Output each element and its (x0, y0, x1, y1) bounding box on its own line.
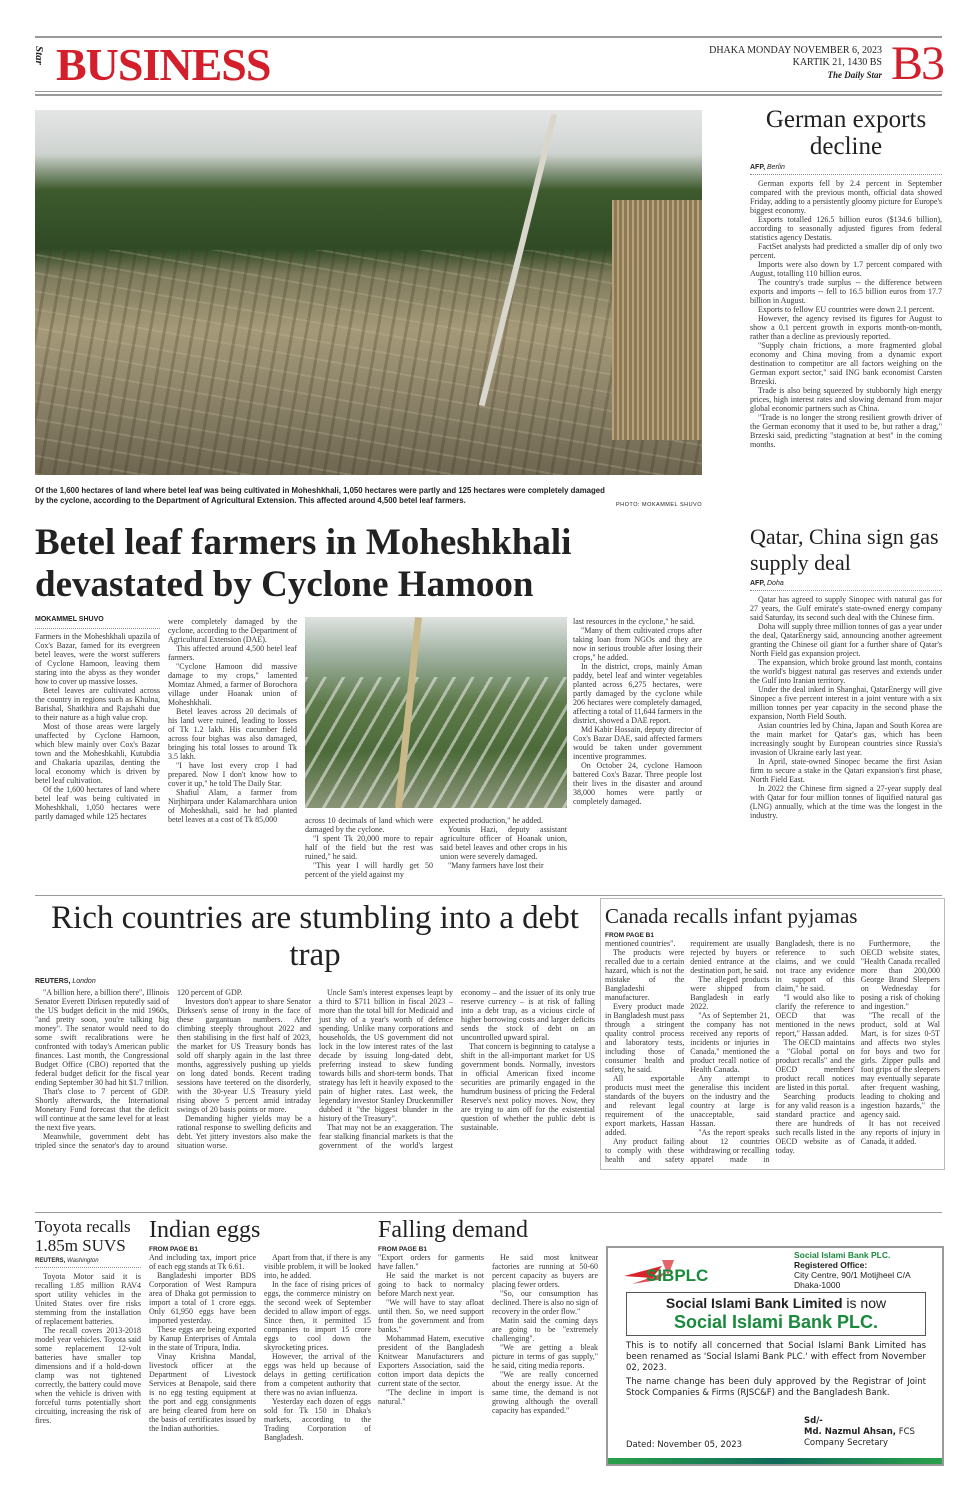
paragraph: Doha will supply three million tonnes of gas a year under the deal, QatarEnergy said, announcing another agreement granting the Chinese oil giant for a further share of Qatar's North Field gas expansion project. (750, 622, 942, 658)
paragraph: Farmers in the Moheshkhali upazila of Cox's Bazar, famed for its evergreen betel leaves, were the worst sufferers of Cyclone Hamoon, leaving them staring into the abyss as they wonder how to cover up massive losses. (35, 632, 160, 686)
paragraph: "A billion here, a billion there", Illinois Senator Everett Dirksen reputedly said of the US budget deficit in the mid 1960s, "and pretty soon, you're talking big money". The senator would need to do some swift recalibrations were he confronted with today's American public finances. Last month, the Congressional Budget Office (CBO) reported that the federal budget deficit for the fiscal year ending September 30 had hit $1.7 trillion. (35, 988, 169, 1087)
paragraph: That's close to 7 percent of GDP. Shortly afterwards, the International Monetary Fund forecast that the deficit will continue at the same level for at least the next five years. (35, 1087, 169, 1132)
paragraph: Meanwhile, government debt has tripled since the senator's day to around 120 percent of GDP. (35, 988, 243, 1150)
paragraph: "I have lost every crop I had prepared. Now I don't know how to cover it up," he told The Daily Star. (168, 761, 297, 788)
paragraph: "Export orders for garments have fallen." (378, 1253, 484, 1271)
address-line-1: City Centre, 90/1 Motijheel C/A (794, 1270, 911, 1280)
paragraph: Investors don't appear to share Senator Dirksen's sense of irony in the face of these gargantuan numbers. After climbing steeply throughout 2022 and then stabilising in the first half of 2023, the market for US Treasury bonds has sold off sharply again in the last three months, aggressively pushing up yields on long dated bonds. Recent trading sessions have teetered on the disorderly, with the 30-year U.S Treasury yield rising above 5 percent amid intraday swings of 20 basis points or more. (177, 997, 311, 1114)
notice-2: The name change has been duly approved by the Registrar of Joint Stock Companies & Firms (RJSC&F) and the Bangladesh Bank. (626, 1377, 926, 1398)
paragraph: Betel leaves across 20 decimals of his land were ruined, leading to losses of Tk 1.2 lakh. His cucumber field across four bighas was also damaged, bringing his total losses to around Tk 3.5 lakh. (168, 707, 297, 761)
photo-caption: Of the 1,600 hectares of land where betel leaf was being cultivated in Moheshkhali, 1,050 hectares were partly and 125 hectares were completely damaged by the cyclone, according to the Department of Agricultural Extension. This affected around 4,500 betel leaf farmers. (35, 486, 605, 505)
paragraph: "Many of them cultivated crops after taking loan from NGOs and they are now in serious trouble after losing their crops," he added. (573, 626, 702, 662)
lead-col-5 (573, 617, 702, 806)
article-german-exports (750, 106, 942, 449)
dated: Dated: November 05, 2023 (626, 1440, 743, 1450)
article-toyota (35, 1217, 141, 1425)
headline: Canada recalls infant pyjamas (605, 904, 858, 928)
paragraph: Every product made in Bangladesh must pass through a stringent quality control process and laboratory tests, including those of consumer health and safety, he said. (605, 1002, 685, 1074)
lead-col-4 (440, 816, 567, 870)
paragraph: In the district, crops, mainly Aman paddy, betel leaf and winter vegetables planted across 6,275 hectares, were partly damaged by the cyclone while 206 hectares were completely damaged, affecting a total of 11,644 farmers in the district, showed a DAE report. (573, 662, 702, 725)
signature-block (804, 1416, 915, 1449)
article-body (149, 1253, 371, 1442)
paragraph: Any product failing to comply with these health and safety requirement are usually rejected by buyers or denied entrance at the destination port, he said. (605, 939, 770, 1164)
paragraph: "We are getting a bleak picture in terms of gas supply," he said, citing media reports. (492, 1343, 598, 1370)
divider (750, 590, 942, 591)
masthead-rule (35, 91, 942, 92)
paragraph: "I spent Tk 20,000 more to repair half of the field but the rest was ruined," he said. (305, 834, 433, 861)
byline (35, 1258, 141, 1264)
paragraph: This affected around 4,500 betel leaf farmers. (168, 644, 297, 662)
paragraph: That concern is beginning to catalyse a shift in the all-important market for US government bonds. Normally, investors in official American fixed income securities are primarily engaged in the humdrum business of pricing the Federal Reserve's next policy moves. Now, they are trying to aim off for the existential question of whether the public debt is sustainable. (461, 1042, 595, 1132)
signer-name: Md. Nazmul Ahsan, (804, 1427, 897, 1437)
paragraph: Searching products for any valid reason is a standard practice and there are hundreds of such recalls listed in the OECD website as of today. (775, 1092, 855, 1155)
article-body (35, 1272, 141, 1425)
paragraph: FactSet analysts had predicted a smaller dip of only two percent. (750, 242, 942, 260)
signer-suffix: FCS (898, 1427, 915, 1437)
agency: REUTERS, (35, 978, 71, 985)
paragraph: "As of September 21, the company has not received any reports of incidents or injuries in Canada," mentioned the product recall notice of Health Canada. (690, 1011, 770, 1074)
paragraph: Under the deal inked in Shanghai, QatarEnergy will give Sinopec a five percent interest in a joint venture with a six million tonnes per year capacity in the second phase the expansion, North Field South. (750, 685, 942, 721)
byline (750, 580, 942, 587)
paragraph: The country's trade surplus -- the difference between exports and imports -- fell to 16.5 billion euros from 17.7 billion in August. (750, 278, 942, 305)
article-body (750, 179, 942, 449)
paragraph: "The decline in import is natural." (378, 1388, 484, 1406)
paragraph: Toyota Motor said it is recalling 1.85 million RAV4 sport utility vehicles in the United States over fire risks stemming from the installation of replacement batteries. (35, 1272, 141, 1326)
paragraph: German exports fell by 2.4 percent in September compared with the previous month, official data showed Friday, adding to a persistently gloomy picture for Europe's biggest economy. (750, 179, 942, 215)
paragraph: Furthermore, the OECD website states, "Health Canada recalled more than 200,000 George Brand Sleepers on Wednesday for posing a risk of choking and ingestion." (860, 939, 940, 1011)
paragraph: last resources in the cyclone," he said. (573, 617, 695, 626)
lead-col-1 (35, 632, 160, 821)
paragraph: "So, our consumption has declined. There is also no sign of recovery in the order flow." (492, 1289, 598, 1316)
place: Berlin (767, 164, 785, 171)
lead-col-2 (168, 617, 297, 824)
paragraph: Betel leaves are cultivated across the country in regions such as Khulna, Barishal, Shatkhira and Rajshahi due to their nature as a high value crop. (35, 686, 160, 722)
paragraph: The products were recalled due to a certain hazard, which is not the mistake of the Bangladeshi manufacturer. (605, 948, 685, 1002)
continued-from: FROM PAGE B1 (605, 932, 654, 939)
place: London (72, 978, 96, 985)
paragraph: "Supply chain frictions, a more fragmented global economy and China moving from a dynamic export destination to competitor are all factors weighing on the German export sector," said ING bank economist Carsten Brzeski. (750, 341, 942, 386)
sib-advertisement (606, 1246, 944, 1466)
paragraph: These eggs are being exported by Kanup Enterprises of Amtala in the state of Tripura, India. (149, 1325, 256, 1352)
section-rule (35, 895, 942, 896)
paragraph: Exports to fellow EU countries were down 2.1 percent. (758, 305, 935, 314)
paragraph: mentioned countries". (605, 939, 676, 948)
photo-credit: PHOTO: MOKAMMEL SHUVO (616, 502, 702, 508)
paragraph: He said most knitwear factories are running at 50-60 percent capacity as buyers are placing fewer orders. (492, 1253, 598, 1289)
sd: Sd/- (804, 1416, 823, 1426)
paragraph: "I would also like to clarify the reference to OECD that was mentioned in the news report," Hassan added. (775, 993, 855, 1038)
new-name: Social Islami Bank PLC. (673, 1312, 879, 1332)
paragraph: Demanding higher yields may be a rational response to swelling deficits and debt. Yet jittery investors also make the situation worse. (177, 1114, 311, 1150)
paragraph: However, the agency revised its figures for August to show a 0.1 percent growth in exports month-on-month, rather than a decline as previously reported. (750, 314, 942, 341)
paper-name: The Daily Star (827, 70, 882, 80)
section-title: BUSINESS (56, 39, 271, 90)
paragraph: The recall covers 2013-2018 model year vehicles. Toyota said some replacement 12-volt batteries have smaller top dimensions and if a hold-down clamp was not tightened correctly, the battery could move when the vehicle is driven with forceful turns potentially short circuiting, increasing the risk of fires. (35, 1326, 141, 1425)
masthead-rule-2 (35, 94, 942, 96)
paragraph: "As the report speaks about 12 countries withdrawing or recalling apparel made in Bangladesh, there is no reference to such claims, and we could not trace any evidence in support of this claim," he said. (690, 939, 855, 1164)
headline: Rich countries are stumbling into a debt trap (51, 900, 579, 973)
agency: AFP, (750, 580, 766, 587)
star-logo: Star (33, 46, 45, 65)
paragraph: The alleged products were shipped from Bangladesh in early 2022. (690, 975, 770, 1011)
byline (750, 164, 942, 171)
paragraph: Exports totalled 126.5 billion euros ($134.6 billion), according to seasonally adjusted figures from federal statistics agency Destatis. (750, 215, 942, 242)
page-number (891, 38, 943, 90)
article-indian-eggs (149, 1217, 371, 1442)
place: Washington (67, 1258, 99, 1264)
lead-col-3 (305, 816, 433, 879)
continued-from: FROM PAGE B1 (149, 1246, 198, 1253)
paragraph: "We will have to stay afloat until then. So, we need support from the government and from banks." (378, 1298, 484, 1334)
lead-headline: Betel leaf farmers in Moheshkhali devastated by Cyclone Hamoon (35, 522, 572, 605)
paragraph: Md Kabir Hossain, deputy director of Cox's Bazar DAE, said affected farmers would be taken under government incentive programmes. (573, 725, 702, 761)
paragraph: That may not be an exaggeration. The fear stalking financial markets is that the government of the world's largest economy – and the issuer of its only true reserve currency – is at risk of falling into a debt trap, as a vicious circle of higher borrowing costs and larger deficits sends the stock of debt on an uncontrolled upward spiral. (319, 988, 595, 1150)
paragraph: Vinay Krishna Mandal, livestock officer at the Department of Livestock Services at Benapole, said there is no egg testing equipment at the port and egg consignments are being cleared from here on the basis of certificates issued by the Indian authorities. (149, 1352, 256, 1433)
company-name: Social Islami Bank PLC. (794, 1250, 891, 1260)
lead-photo (35, 110, 702, 475)
paragraph: Imports were also down by 1.7 percent compared with August, totalling 110 billion euros. (750, 260, 942, 278)
paragraph: Of the 1,600 hectares of land where betel leaf was being cultivated in Moheshkhali, 1,050 hectares were partly damaged while 125 hectares (35, 785, 160, 821)
paragraph: "The recall of the product, sold at Wal Mart, is for sizes 0-5T and affects two styles for boys and two for girls. Zipper pulls and foot grips of the sleepers may eventually separate after frequent washing, leading to choking and ingestion hazards," the agency said. (860, 1011, 940, 1119)
dateline: DHAKA MONDAY NOVEMBER 6, 2023 (709, 45, 882, 56)
article-qatar (750, 524, 942, 820)
paragraph: Shafiul Alam, a farmer from Nirjhirpara under Kalamarchhara union of Moheskhali, said he had planted betel leaves at a cost of Tk 85,000 (168, 788, 297, 824)
divider (750, 174, 942, 175)
paragraph: Apart from that, if there is any visible problem, it will be looked into, he added. (264, 1253, 371, 1280)
agency: REUTERS, (35, 1258, 66, 1264)
paragraph: On October 24, cyclone Hamoon battered Cox's Bazar. Three people lost their lives in the disaster and around 38,000 homes were partly or completely damaged. (573, 761, 702, 806)
paragraph: Qatar has agreed to supply Sinopec with natural gas for 27 years, the Gulf emirate's state-owned energy company said Saturday, its second such deal with the Chinese firm. (750, 595, 942, 622)
article-canada (600, 898, 945, 1170)
paragraph: Mohammad Hatem, executive president of the Bangladesh Knitwear Manufacturers and Exporters Association, said the cotton import data depicts the current state of the sector. (378, 1334, 484, 1388)
paragraph: However, the arrival of the eggs was held up because of delays in getting certification from a competent authority that there was no avian influenza. (264, 1352, 371, 1397)
paragraph: Any attempt to generalise this incident on the industry and the country at large is unacceptable, said Hassan. (690, 1074, 770, 1128)
paragraph: across 10 decimals of land which were damaged by the cyclone. (305, 816, 433, 834)
is-now: is now (846, 1295, 887, 1311)
paragraph: Trade is also being squeezed by stubbornly high energy prices, high interest rates and slowing demand from major global economic partners such as China. (750, 386, 942, 413)
paragraph: Uncle Sam's interest expenses leapt by a third to $711 billion in fiscal 2023 – more than the total bill for Medicaid and just shy of a year's worth of defence spending. Unlike many corporations and households, the US government did not lock in the low interest rates of the last decade by issuing long-dated debt, preferring instead to skew funding towards bills and short-term bonds. That strategy has left it heavily exposed to the pain of higher rates. Last week, the legendary investor Stanley Druckenmiller dubbed it "the biggest blunder in the history of the Treasury". (319, 988, 453, 1123)
article-falling-demand (378, 1217, 598, 1415)
paragraph: And including tax, import price of each egg stands at Tk 6.61. (149, 1253, 256, 1271)
paragraph: "Many farmers have lost their (448, 861, 544, 870)
dateline-block (709, 45, 882, 81)
paragraph: expected production," he added. (440, 816, 544, 825)
headline: Falling demand (378, 1217, 528, 1243)
article-body (605, 939, 940, 1164)
continued-from: FROM PAGE B1 (378, 1246, 427, 1253)
paragraph: "This year I will hardly get 50 percent of the yield against my (305, 861, 433, 879)
paragraph: Bangladeshi importer BDS Corporation of West Rampura area of Dhaka got permission to import a total of 1 crore eggs. Only 61,950 eggs have been imported yesterday. (149, 1271, 256, 1325)
headline: Toyota recalls 1.85m SUVS (35, 1217, 131, 1255)
agency: AFP, (750, 164, 766, 171)
address-line-2: Dhaka-1000 (794, 1280, 841, 1290)
registered-label: Registered Office: (794, 1260, 868, 1270)
lead-byline: MOKAMMEL SHUVO (35, 616, 104, 623)
article-debt-trap (35, 900, 595, 1150)
article-body (750, 595, 942, 820)
paragraph: Matin said the coming days are going to be "extremely challenging". (492, 1316, 598, 1343)
paragraph: Yesterday each dozen of eggs sold for Tk 150 in Dhaka's markets, according to the Trading Corporation of Bangladesh. (264, 1397, 371, 1442)
inset-photo (305, 617, 567, 808)
paragraph: "Trade is no longer the strong resilient growth driver of the German economy that it used to be, but rather a drag," Brzeski said, predicting "stagnation at best" in the coming months. (750, 413, 942, 449)
page-number-text: B3 (890, 37, 943, 90)
notice-text (626, 1341, 926, 1399)
paragraph: The OECD maintains a "Global portal on product recalls" and the OECD members' product recall notices are listed in this portal. (775, 1038, 855, 1092)
article-body (378, 1253, 598, 1415)
headline: Qatar, China sign gas supply deal (750, 524, 939, 575)
ad-footer-bar (608, 1458, 942, 1464)
paragraph: "We are really concerned about the energy issue. At the same time, the demand is not growing although the overall capacity has expanded." (492, 1370, 598, 1415)
paragraph: Asian countries led by China, Japan and South Korea are the main market for Qatar's gas, which has been increasingly sought by European countries since Russia's invasion of Ukraine early last year. (750, 721, 942, 757)
paragraph: were completely damaged by the cyclone, according to the Department of Agricultural Extension (DAE). (168, 617, 297, 644)
old-name: Social Islami Bank Limited (665, 1295, 843, 1311)
paragraph: In the face of rising prices of eggs, the commerce ministry on the second week of September decided to allow import of eggs. Since then, it permitted 15 companies to import 15 crore eggs to cool down the skyrocketing prices. (264, 1280, 371, 1352)
paragraph: In 2022 the Chinese firm signed a 27-year supply deal with Qatar for four million tonnes of liquified natural gas (LNG) annually, which at the time was the longest in the industry. (750, 784, 942, 820)
rename-banner (626, 1292, 926, 1336)
paragraph: He said the market is not going to back to normalcy before March next year. (378, 1271, 484, 1298)
registered-office (794, 1250, 911, 1290)
paragraph: Younis Hazi, deputy assistant agriculture officer of Hoanak union, said betel leaves and other crops in his union were severely damaged. (440, 825, 567, 861)
headline: German exports decline (765, 106, 927, 160)
paragraph: Most of those areas were largely unaffected by Cyclone Hamoon, which blew mainly over Cox's Bazar town and the Moheshkahli, Kutubdia and Chakaria upazilas, denting the local economy which is driven by betel leaf cultivation. (35, 722, 160, 785)
paragraph: It has not received any reports of injury in Canada, it added. (860, 1119, 940, 1146)
notice-1: This is to notify all concerned that Social Islami Bank Limited has been renamed as 'Social Islami Bank PLC.' with effect from November 02, 2023. (626, 1341, 926, 1373)
article-body (35, 988, 595, 1150)
byline (35, 978, 595, 985)
headline: Indian eggs (149, 1217, 261, 1243)
paragraph: All exportable products must meet the standards of the buyers and relevant legal requirement of the export markets, Hassan added. (605, 1074, 685, 1137)
sib-logo-text: SIBPLC (646, 1266, 709, 1285)
paragraph: The expansion, which broke ground last month, contains the world's biggest natural gas reserves and extends under the Gulf into Iranian territory. (750, 658, 942, 685)
paragraph: In April, state-owned Sinopec became the first Asian firm to secure a stake in the Qatari expansion's first phase, North Field East. (750, 757, 942, 784)
bangla-date: KARTIK 21, 1430 BS (792, 57, 882, 68)
place: Doha (767, 580, 784, 587)
signer-title: Company Secretary (804, 1438, 889, 1448)
section-rule-2 (35, 1212, 942, 1213)
paragraph: "Cyclone Hamoon did massive damage to my crops," lamented Momtaz Ahmed, a farmer of Borochora village under Hoanak union of Moheshkhali. (168, 662, 297, 707)
